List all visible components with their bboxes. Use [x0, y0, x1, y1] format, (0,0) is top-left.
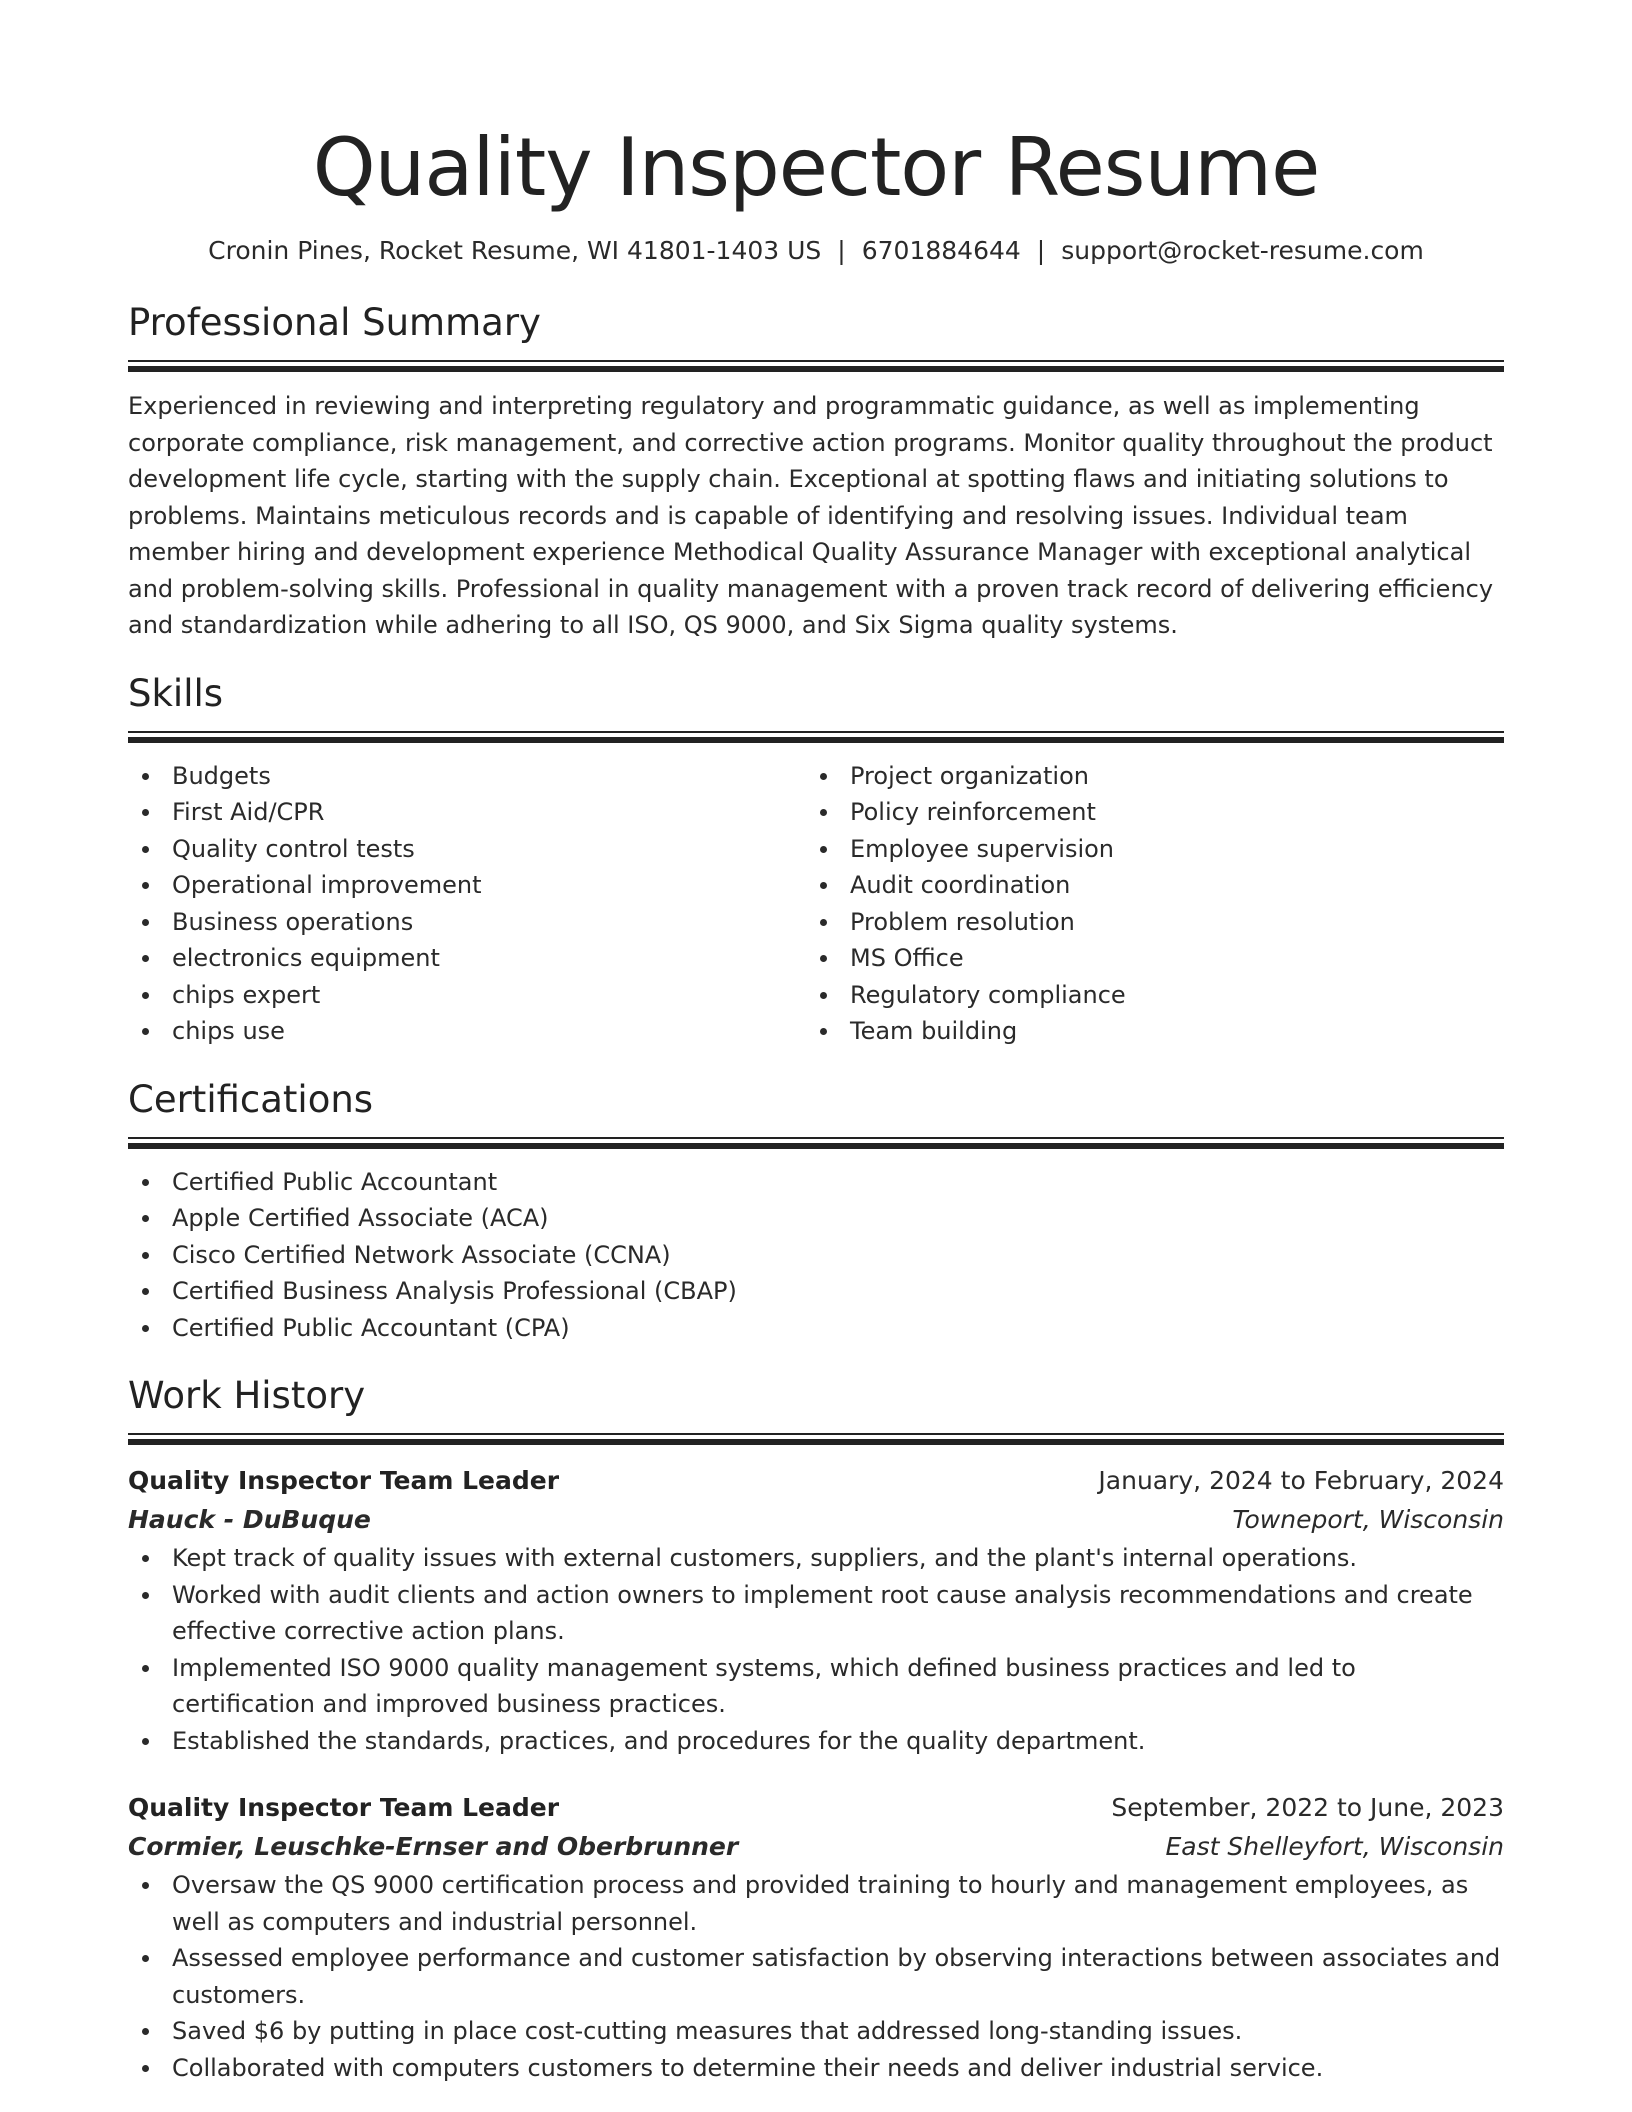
section-divider	[128, 1433, 1504, 1445]
skill-item: electronics equipment	[128, 940, 806, 977]
job-dates: January, 2024 to February, 2024	[1098, 1466, 1504, 1495]
skill-item: Project organization	[806, 758, 1484, 795]
job-dates: September, 2022 to June, 2023	[1111, 1793, 1504, 1822]
job-title: Quality Inspector Team Leader	[128, 1793, 560, 1822]
job-location: Towneport, Wisconsin	[1232, 1505, 1504, 1534]
certification-item: Certified Public Accountant	[128, 1164, 1504, 1201]
job-duties-list	[128, 1867, 1504, 2086]
summary-heading: Professional Summary	[128, 301, 541, 344]
job-company: Hauck - DuBuque	[128, 1505, 371, 1534]
resume-page	[128, 0, 1504, 2086]
skills-list-right	[806, 758, 1484, 1050]
skill-item: First Aid/CPR	[128, 794, 806, 831]
skills-list-left	[128, 758, 806, 1050]
job-duty: Collaborated with computers customers to determine their needs and deliver industrial service.	[128, 2050, 1504, 2087]
job-location: East Shelleyfort, Wisconsin	[1165, 1832, 1504, 1861]
job-duty: Saved $6 by putting in place cost-cutting measures that addressed long-standing issues.	[128, 2013, 1504, 2050]
work-history-section	[128, 1373, 1504, 2086]
job-duty: Oversaw the QS 9000 certification process and provided training to hourly and management employees, as well as computers and industrial personnel.	[128, 1867, 1504, 1940]
skill-item: Quality control tests	[128, 831, 806, 868]
job-title: Quality Inspector Team Leader	[128, 1466, 560, 1495]
work-history-heading: Work History	[128, 1374, 366, 1417]
skill-item: Business operations	[128, 904, 806, 941]
job-duty: Established the standards, practices, and procedures for the quality department.	[128, 1723, 1504, 1760]
skills-heading: Skills	[128, 671, 224, 715]
certification-item: Apple Certified Associate (ACA)	[128, 1200, 1504, 1237]
job-entry	[128, 1789, 1504, 2086]
skills-grid	[128, 758, 1504, 1050]
job-entry	[128, 1462, 1504, 1759]
skill-item: Employee supervision	[806, 831, 1484, 868]
certifications-section	[128, 1077, 1504, 1347]
skill-item: Budgets	[128, 758, 806, 795]
skill-item: MS Office	[806, 940, 1484, 977]
contact-line	[128, 234, 1504, 268]
skill-item: chips expert	[128, 977, 806, 1014]
section-divider	[128, 1137, 1504, 1149]
summary-section	[128, 300, 1504, 644]
skill-item: Team building	[806, 1013, 1484, 1050]
certification-item: Cisco Certified Network Associate (CCNA)	[128, 1237, 1504, 1274]
job-company: Cormier, Leuschke-Ernser and Oberbrunner	[128, 1832, 739, 1861]
section-divider	[128, 360, 1504, 372]
skill-item: chips use	[128, 1013, 806, 1050]
contact-separator: |	[837, 236, 846, 265]
contact-email: support@rocket-resume.com	[1061, 236, 1424, 265]
contact-phone: 6701884644	[861, 236, 1021, 265]
contact-address: Cronin Pines, Rocket Resume, WI 41801-1403 US	[208, 236, 822, 265]
summary-text: Experienced in reviewing and interpreting regulatory and programmatic guidance, as well as implementing corporate compliance, risk management, and corrective action programs. Monitor quality throughout the product development life cycle, starting with the supply chain. Exceptional at spotting flaws and initiating solutions to problems. Maintains meticulous records and is capable of identifying and resolving issues. Individual team member hiring and development experience Methodical Quality Assurance Manager with exceptional analytical and problem-solving skills. Professional in quality management with a proven track record of delivering efficiency and standardization while adhering to all ISO, QS 9000, and Six Sigma quality systems.	[128, 392, 1494, 639]
skill-item: Policy reinforcement	[806, 794, 1484, 831]
job-duties-list	[128, 1540, 1504, 1759]
skill-item: Audit coordination	[806, 867, 1484, 904]
skill-item: Problem resolution	[806, 904, 1484, 941]
certification-item: Certified Business Analysis Professional (CBAP)	[128, 1273, 1504, 1310]
skill-item: Operational improvement	[128, 867, 806, 904]
contact-separator: |	[1036, 236, 1046, 265]
resume-title: Quality Inspector Resume	[312, 121, 1320, 214]
certifications-heading: Certifications	[128, 1077, 374, 1121]
certifications-list	[128, 1164, 1504, 1347]
job-duty: Assessed employee performance and customer satisfaction by observing interactions between associates and customers.	[128, 1940, 1504, 2013]
skills-section	[128, 671, 1504, 1050]
job-duty: Implemented ISO 9000 quality management systems, which defined business practices and led to certification and improved business practices.	[128, 1650, 1504, 1723]
section-divider	[128, 731, 1504, 743]
certification-item: Certified Public Accountant (CPA)	[128, 1310, 1504, 1347]
job-duty: Kept track of quality issues with external customers, suppliers, and the plant's internal operations.	[128, 1540, 1504, 1577]
skill-item: Regulatory compliance	[806, 977, 1484, 1014]
job-duty: Worked with audit clients and action owners to implement root cause analysis recommendations and create effective corrective action plans.	[128, 1577, 1504, 1650]
